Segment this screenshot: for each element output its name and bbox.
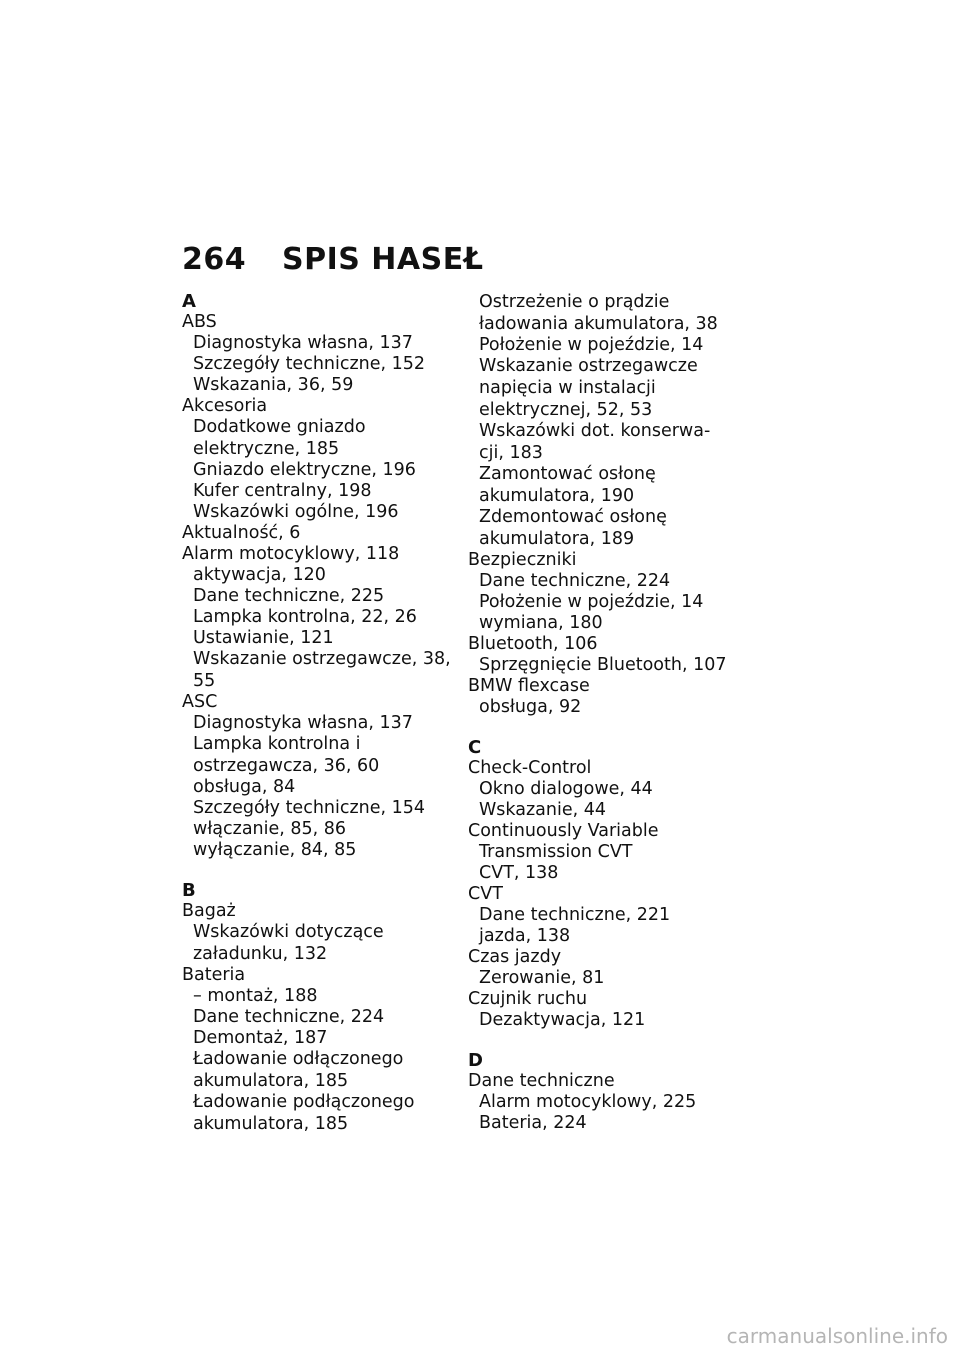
index-entry-line: Dezaktywacja, 121: [479, 1010, 646, 1030]
index-subterm: [182, 777, 452, 798]
index-entry-line: Kufer centralny, 198: [193, 481, 372, 501]
index-subterm: [182, 375, 452, 396]
index-subterm: [182, 1049, 452, 1092]
index-entry-line: wymiana, 180: [479, 613, 603, 633]
index-entry-line: Dane techniczne, 224: [193, 1007, 385, 1027]
index-subterm: [468, 655, 738, 676]
index-term: [468, 758, 738, 779]
index-entry-line: Wskazówki dotyczące: [193, 922, 384, 942]
index-entry-line: Diagnostyka własna, 137: [193, 333, 413, 353]
index-entry-line: Transmission CVT: [479, 842, 633, 862]
index-term: [468, 550, 738, 571]
index-entry-line: CVT: [468, 884, 503, 904]
index-entry-line: Dane techniczne: [468, 1071, 615, 1091]
index-subterm: [468, 1113, 738, 1134]
index-entry-line: akumulatora, 185: [193, 1114, 349, 1134]
index-column-right: [468, 292, 738, 1134]
index-subterm: [468, 926, 738, 947]
index-term: [468, 676, 738, 697]
index-term: [182, 965, 452, 986]
index-entry-line: Wskazanie, 44: [479, 800, 606, 820]
index-subterm: [182, 798, 452, 819]
index-entry-line: ASC: [182, 692, 218, 712]
index-entry-line: Położenie w pojeździe, 14: [479, 335, 704, 355]
index-subterm: [468, 335, 738, 356]
index-subterm: [182, 1092, 452, 1135]
index-subterm: [182, 628, 452, 649]
index-subterm: [468, 968, 738, 989]
index-subterm: [468, 464, 738, 507]
index-subterm: [182, 354, 452, 375]
index-column-left: [182, 292, 452, 1135]
index-entry-line: Zdemontować osłonę: [479, 507, 667, 527]
index-entry-line: Wskazówki ogólne, 196: [193, 502, 399, 522]
index-subterm: [468, 800, 738, 821]
index-entry-line: Szczegóły techniczne, 152: [193, 354, 426, 374]
watermark: carmanualsonline.info: [726, 1324, 948, 1348]
index-letter-heading: B: [182, 880, 196, 901]
index-entry-line: BMW flexcase: [468, 676, 590, 696]
index-subterm: [468, 1092, 738, 1113]
index-subterm: [468, 592, 738, 613]
index-entry-line: Ustawianie, 121: [193, 628, 334, 648]
index-subterm: [182, 1007, 452, 1028]
index-entry-line: CVT, 138: [479, 863, 559, 883]
index-entry-line: Dane techniczne, 225: [193, 586, 385, 606]
index-entry-line: Wskazanie ostrzegawcze: [479, 356, 698, 376]
index-subterm: [182, 1028, 452, 1049]
index-subterm: [182, 734, 452, 777]
index-entry-line: Sprzęgnięcie Bluetooth, 107: [479, 655, 727, 675]
index-entry-line: Lampka kontrolna i: [193, 734, 361, 754]
index-letter-heading: C: [468, 737, 482, 758]
index-entry-line: ładowania akumulatora, 38: [479, 314, 718, 334]
index-entry-line: obsługa, 92: [479, 697, 582, 717]
page-number: 264: [182, 242, 247, 277]
index-subterm: [468, 779, 738, 800]
index-entry-line: obsługa, 84: [193, 777, 296, 797]
index-entry-line: Demontaż, 187: [193, 1028, 328, 1048]
index-entry-line: Ostrzeżenie o prądzie: [479, 292, 670, 312]
index-entry-line: wyłączanie, 84, 85: [193, 840, 357, 860]
index-term: [468, 884, 738, 905]
index-entry-line: Bagaż: [182, 901, 236, 921]
index-subterm: [468, 697, 738, 718]
index-term: [182, 544, 452, 565]
index-subterm: [182, 607, 452, 628]
index-subterm: [468, 507, 738, 550]
index-entry-line: ostrzegawcza, 36, 60: [193, 756, 380, 776]
index-term: [182, 692, 452, 713]
index-entry-line: Check-Control: [468, 758, 592, 778]
index-letter-heading: D: [468, 1050, 483, 1071]
index-entry-line: Czujnik ruchu: [468, 989, 588, 1009]
index-subterm: [182, 922, 452, 965]
index-entry-line: załadunku, 132: [193, 944, 328, 964]
index-subterm: [182, 417, 452, 460]
index-entry-line: Wskazanie ostrzegawcze, 38,: [193, 649, 451, 669]
index-entry-line: Czas jazdy: [468, 947, 562, 967]
index-subterm: [468, 905, 738, 926]
index-subterm: [182, 713, 452, 734]
index-subterm: [468, 863, 738, 884]
index-subterm: [182, 460, 452, 481]
index-entry-line: Szczegóły techniczne, 154: [193, 798, 426, 818]
index-entry-line: Bluetooth, 106: [468, 634, 598, 654]
index-entry-line: Bezpieczniki: [468, 550, 577, 570]
index-entry-line: cji, 183: [479, 443, 543, 463]
index-entry-line: Bateria, 224: [479, 1113, 587, 1133]
index-entry-line: – montaż, 188: [193, 986, 318, 1006]
index-letter-heading: A: [182, 291, 196, 312]
index-entry-line: Bateria: [182, 965, 246, 985]
index-entry-line: Położenie w pojeździe, 14: [479, 592, 704, 612]
index-term: [182, 396, 452, 417]
index-subterm: [468, 842, 738, 863]
index-subterm: [468, 613, 738, 634]
index-entry-line: Alarm motocyklowy, 225: [479, 1092, 697, 1112]
index-entry-line: Aktualność, 6: [182, 523, 301, 543]
index-entry-line: Continuously Variable: [468, 821, 659, 841]
index-term: [468, 1071, 738, 1092]
index-entry-line: aktywacja, 120: [193, 565, 326, 585]
index-subterm: [182, 649, 452, 692]
index-entry-line: ABS: [182, 312, 217, 332]
index-entry-line: włączanie, 85, 86: [193, 819, 347, 839]
index-subterm: [468, 571, 738, 592]
index-subterm: [468, 1010, 738, 1031]
index-entry-line: Gniazdo elektryczne, 196: [193, 460, 416, 480]
index-entry-line: elektrycznej, 52, 53: [479, 400, 653, 420]
index-entry-line: Ładowanie podłączonego: [193, 1092, 415, 1112]
index-subterm: [182, 840, 452, 861]
index-subterm: [182, 565, 452, 586]
index-entry-line: Dane techniczne, 221: [479, 905, 671, 925]
index-subterm: [182, 819, 452, 840]
index-entry-line: Wskazania, 36, 59: [193, 375, 354, 395]
index-subterm: [468, 421, 738, 464]
index-entry-line: Okno dialogowe, 44: [479, 779, 653, 799]
index-entry-line: Zamontować osłonę: [479, 464, 656, 484]
index-term: [468, 947, 738, 968]
index-subterm: [182, 333, 452, 354]
index-entry-line: akumulatora, 190: [479, 486, 635, 506]
index-subterm: [468, 356, 738, 421]
index-entry-line: elektryczne, 185: [193, 439, 340, 459]
index-subterm: [182, 481, 452, 502]
index-entry-line: 55: [193, 671, 216, 691]
index-entry-line: Zerowanie, 81: [479, 968, 605, 988]
index-subterm: [182, 502, 452, 523]
index-entry-line: Dodatkowe gniazdo: [193, 417, 366, 437]
index-entry-line: Diagnostyka własna, 137: [193, 713, 413, 733]
index-entry-line: akumulatora, 185: [193, 1071, 349, 1091]
index-subterm: [182, 986, 452, 1007]
index-term: [182, 901, 452, 922]
index-entry-line: jazda, 138: [479, 926, 571, 946]
index-entry-line: Wskazówki dot. konserwa-: [479, 421, 711, 441]
index-term: [468, 989, 738, 1010]
index-entry-line: Alarm motocyklowy, 118: [182, 544, 400, 564]
index-subterm: [182, 586, 452, 607]
index-entry-line: napięcia w instalacji: [479, 378, 656, 398]
index-term: [182, 312, 452, 333]
index-subterm: [468, 292, 738, 335]
index-entry-line: akumulatora, 189: [479, 529, 635, 549]
page-header: [182, 242, 484, 277]
page-title: SPIS HASEŁ: [282, 242, 484, 277]
index-term: [182, 523, 452, 544]
index-entry-line: Dane techniczne, 224: [479, 571, 671, 591]
index-term: [468, 634, 738, 655]
index-term: [468, 821, 738, 842]
index-entry-line: Lampka kontrolna, 22, 26: [193, 607, 417, 627]
index-entry-line: Akcesoria: [182, 396, 268, 416]
index-entry-line: Ładowanie odłączonego: [193, 1049, 404, 1069]
